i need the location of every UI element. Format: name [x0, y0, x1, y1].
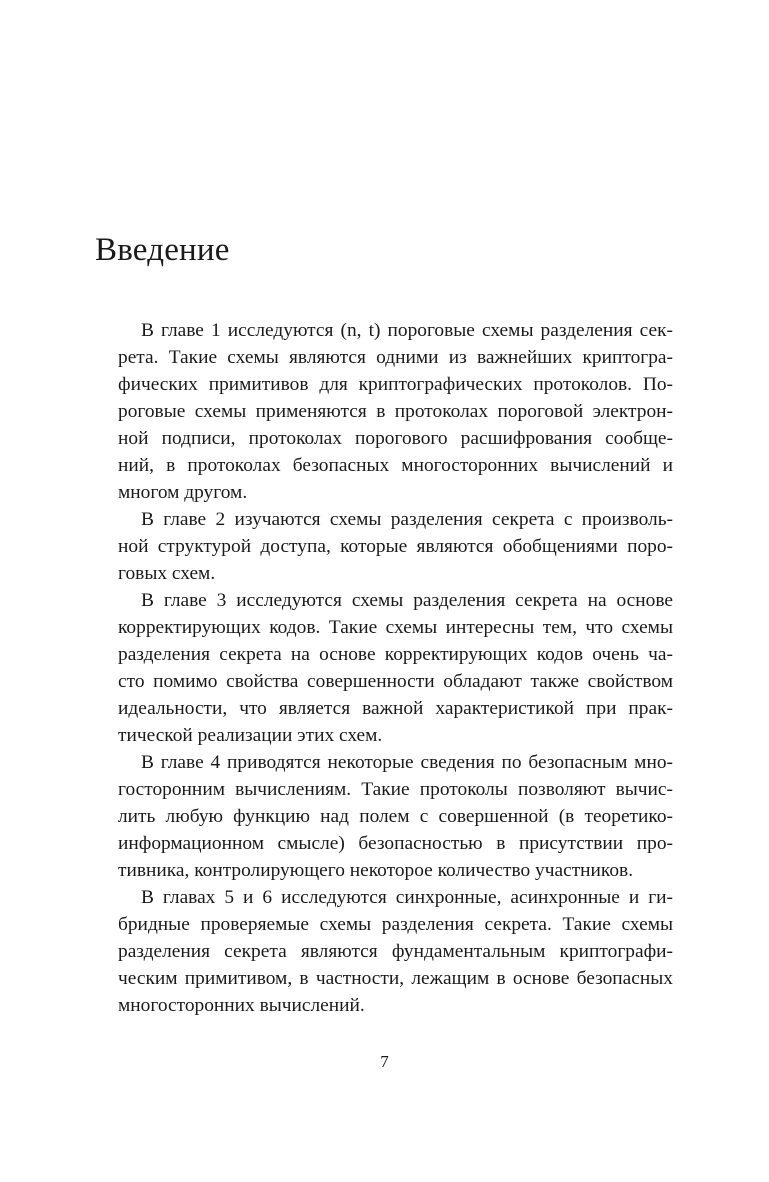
text-line: В главе 4 приводятся некоторые сведения по безопасным мно- — [141, 752, 673, 773]
text-line: разделения секрета являются фундаментальным криптографи- — [118, 941, 673, 962]
page-number: 7 — [380, 1052, 389, 1071]
paragraph-1 — [95, 317, 673, 506]
text-line: В главах 5 и 6 исследуются синхронные, асинхронные и ги- — [141, 887, 673, 908]
paragraph-2 — [95, 506, 673, 587]
text-line: ний, в протоколах безопасных многосторонних вычислений и — [118, 455, 673, 476]
text-line: тивника, контролирующего некоторое количество участников. — [118, 860, 634, 881]
text-line: тической реализации этих схем. — [118, 725, 383, 746]
text-line: В главе 2 изучаются схемы разделения секрета с произволь- — [141, 509, 673, 530]
chapter-title: Введение — [95, 232, 230, 268]
text-line: многом другом. — [118, 482, 248, 503]
text-line: сто помимо свойства совершенности обладают также свойством — [118, 671, 673, 692]
text-line: лить любую функцию над полем с совершенной (в теоретико- — [118, 806, 673, 827]
text-line: ной структурой доступа, которые являются обобщениями поро- — [118, 536, 673, 557]
text-line: информационном смысле) безопасностью в присутствии про- — [118, 833, 673, 854]
paragraph-5 — [95, 884, 673, 1019]
text-line: госторонним вычислениям. Такие протоколы позволяют вычис- — [118, 779, 673, 800]
text-line: В главе 3 исследуются схемы разделения секрета на основе — [141, 590, 673, 611]
text-line: фических примитивов для криптографических протоколов. По- — [118, 374, 673, 395]
paragraph-3 — [95, 587, 673, 749]
text-line: идеальности, что является важной характеристикой при прак- — [118, 698, 673, 719]
text-line: говых схем. — [118, 563, 216, 584]
text-line: В главе 1 исследуются (n, t) пороговые схемы разделения сек- — [141, 320, 673, 341]
paragraph-4 — [95, 749, 673, 884]
text-line: бридные проверяемые схемы разделения секрета. Такие схемы — [118, 914, 673, 935]
body-text — [95, 317, 673, 1019]
text-line: многосторонних вычислений. — [118, 995, 365, 1016]
text-line: роговые схемы применяются в протоколах пороговой электрон- — [118, 401, 673, 422]
text-line: ной подписи, протоколах порогового расшифрования сообще- — [118, 428, 673, 449]
text-line: рета. Такие схемы являются одними из важнейших криптогра- — [118, 347, 673, 368]
text-line: ческим примитивом, в частности, лежащим в основе безопасных — [118, 968, 673, 989]
text-line: корректирующих кодов. Такие схемы интересны тем, что схемы — [118, 617, 673, 638]
text-line: разделения секрета на основе корректирующих кодов очень ча- — [118, 644, 673, 665]
